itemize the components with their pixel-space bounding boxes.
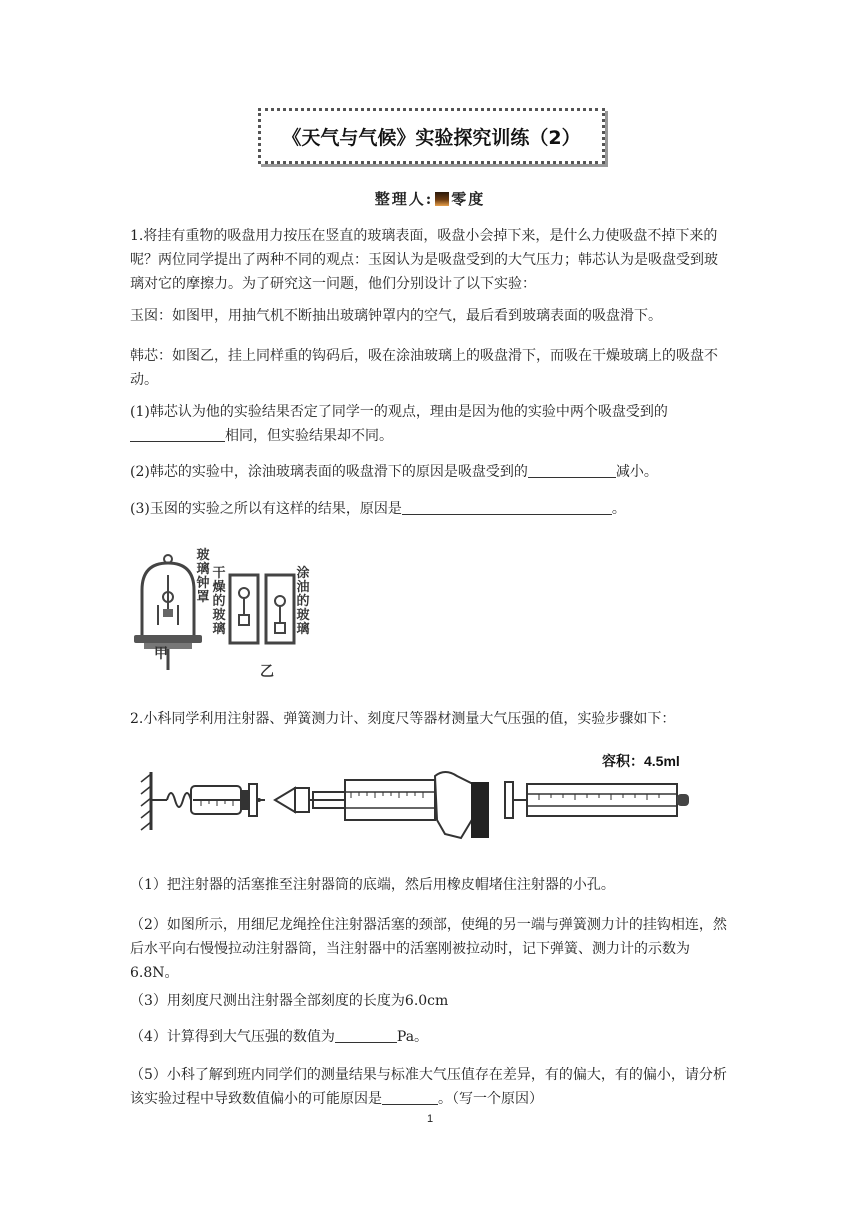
q1-sub1-text-a: (1)韩芯认为他的实验结果否定了同学一的观点，理由是因为他的实验中两个吸盘受到的 <box>130 404 668 420</box>
q1-sub1 <box>130 400 730 448</box>
figure-yi-label: 乙 <box>260 664 274 680</box>
oily-glass-label: 涂油的玻璃 <box>296 566 310 637</box>
suction-cup-figure <box>130 545 330 690</box>
q1-yu-experiment: 玉囡：如图甲，用抽气机不断抽出玻璃钟罩内的空气，最后看到玻璃表面的吸盘滑下。 <box>130 308 662 324</box>
q1-sub3-text-a: (3)玉囡的实验之所以有这样的结果，原因是 <box>130 501 402 517</box>
q1-sub3-text-b: 。 <box>611 501 626 517</box>
q2-step4-text-b: Pa。 <box>396 1029 429 1045</box>
q1-sub2-text-b: 减小。 <box>615 464 658 480</box>
answer-blank-3[interactable] <box>402 498 612 515</box>
syringe-figure <box>135 762 700 842</box>
author-line <box>0 188 860 209</box>
answer-blank-1[interactable] <box>130 425 225 442</box>
syringe-figure-svg <box>135 762 700 842</box>
q2-step4 <box>130 1025 730 1049</box>
q1-sub2-text-a: (2)韩芯的实验中，涂油玻璃表面的吸盘滑下的原因是吸盘受到的 <box>130 464 528 480</box>
figure-jia-label: 甲 <box>154 646 168 662</box>
q1-sub3 <box>130 497 730 521</box>
page-title: 《天气与气候》实验探究训练（2） <box>282 126 581 149</box>
q1-han-experiment: 韩芯：如图乙，挂上同样重的钩码后，吸在涂油玻璃上的吸盘滑下，而吸在干燥玻璃上的吸盘不动。 <box>130 348 718 388</box>
answer-blank-5[interactable] <box>382 1088 438 1105</box>
q1-sub2 <box>130 460 730 484</box>
bell-jar-label: 玻璃钟罩 <box>196 548 210 605</box>
q1-sub1-text-b: 相同，但实验结果却不同。 <box>225 428 393 444</box>
q2-step3: （3）用刻度尺测出注射器全部刻度的长度为6.0cm <box>130 993 449 1009</box>
q2-step4-text-a: （4）计算得到大气压强的数值为 <box>130 1029 335 1045</box>
q2-step5-text-a: （5）小科了解到班内同学们的测量结果与标准大气压值存在差异，有的偏大，有的偏小，请分析该实验过程中导致数值偏小的可能原因是 <box>130 1067 727 1107</box>
q2-step1: （1）把注射器的活塞推至注射器筒的底端，然后用橡皮帽堵住注射器的小孔。 <box>130 877 615 893</box>
answer-blank-4[interactable] <box>335 1026 397 1043</box>
volume-label: 容积：4.5ml <box>602 753 680 769</box>
q1-intro: 1.将挂有重物的吸盘用力按压在竖直的玻璃表面，吸盘小会掉下来，是什么力使吸盘不掉下来的呢？两位同学提出了两种不同的观点：玉囡认为是吸盘受到的大气压力；韩芯认为是吸盘受到玻璃对它的摩擦力。为了研究这一问题，他们分别设计了以下实验： <box>130 228 718 292</box>
author-name: 零度 <box>451 190 486 208</box>
answer-blank-2[interactable] <box>528 461 616 478</box>
dry-glass-label: 干燥的玻璃 <box>212 566 226 637</box>
q2-intro: 2.小科同学利用注射器、弹簧测力计、刻度尺等器材测量大气压强的值，实验步骤如下： <box>130 711 676 727</box>
author-logo-icon <box>435 192 449 206</box>
q2-step5-text-b: 。（写一个原因） <box>438 1091 543 1107</box>
author-prefix: 整理人: <box>374 190 434 208</box>
q2-step2: （2）如图所示，用细尼龙绳拴住注射器活塞的颈部，使绳的另一端与弹簧测力计的挂钩相连，然后水平向右慢慢拉动注射器筒，当注射器中的活塞刚被拉动时，记下弹簧、测力计的示数为6.8N。 <box>130 917 727 981</box>
page-number: 1 <box>426 1113 434 1125</box>
title-box <box>258 108 605 164</box>
q2-step5 <box>130 1063 730 1111</box>
